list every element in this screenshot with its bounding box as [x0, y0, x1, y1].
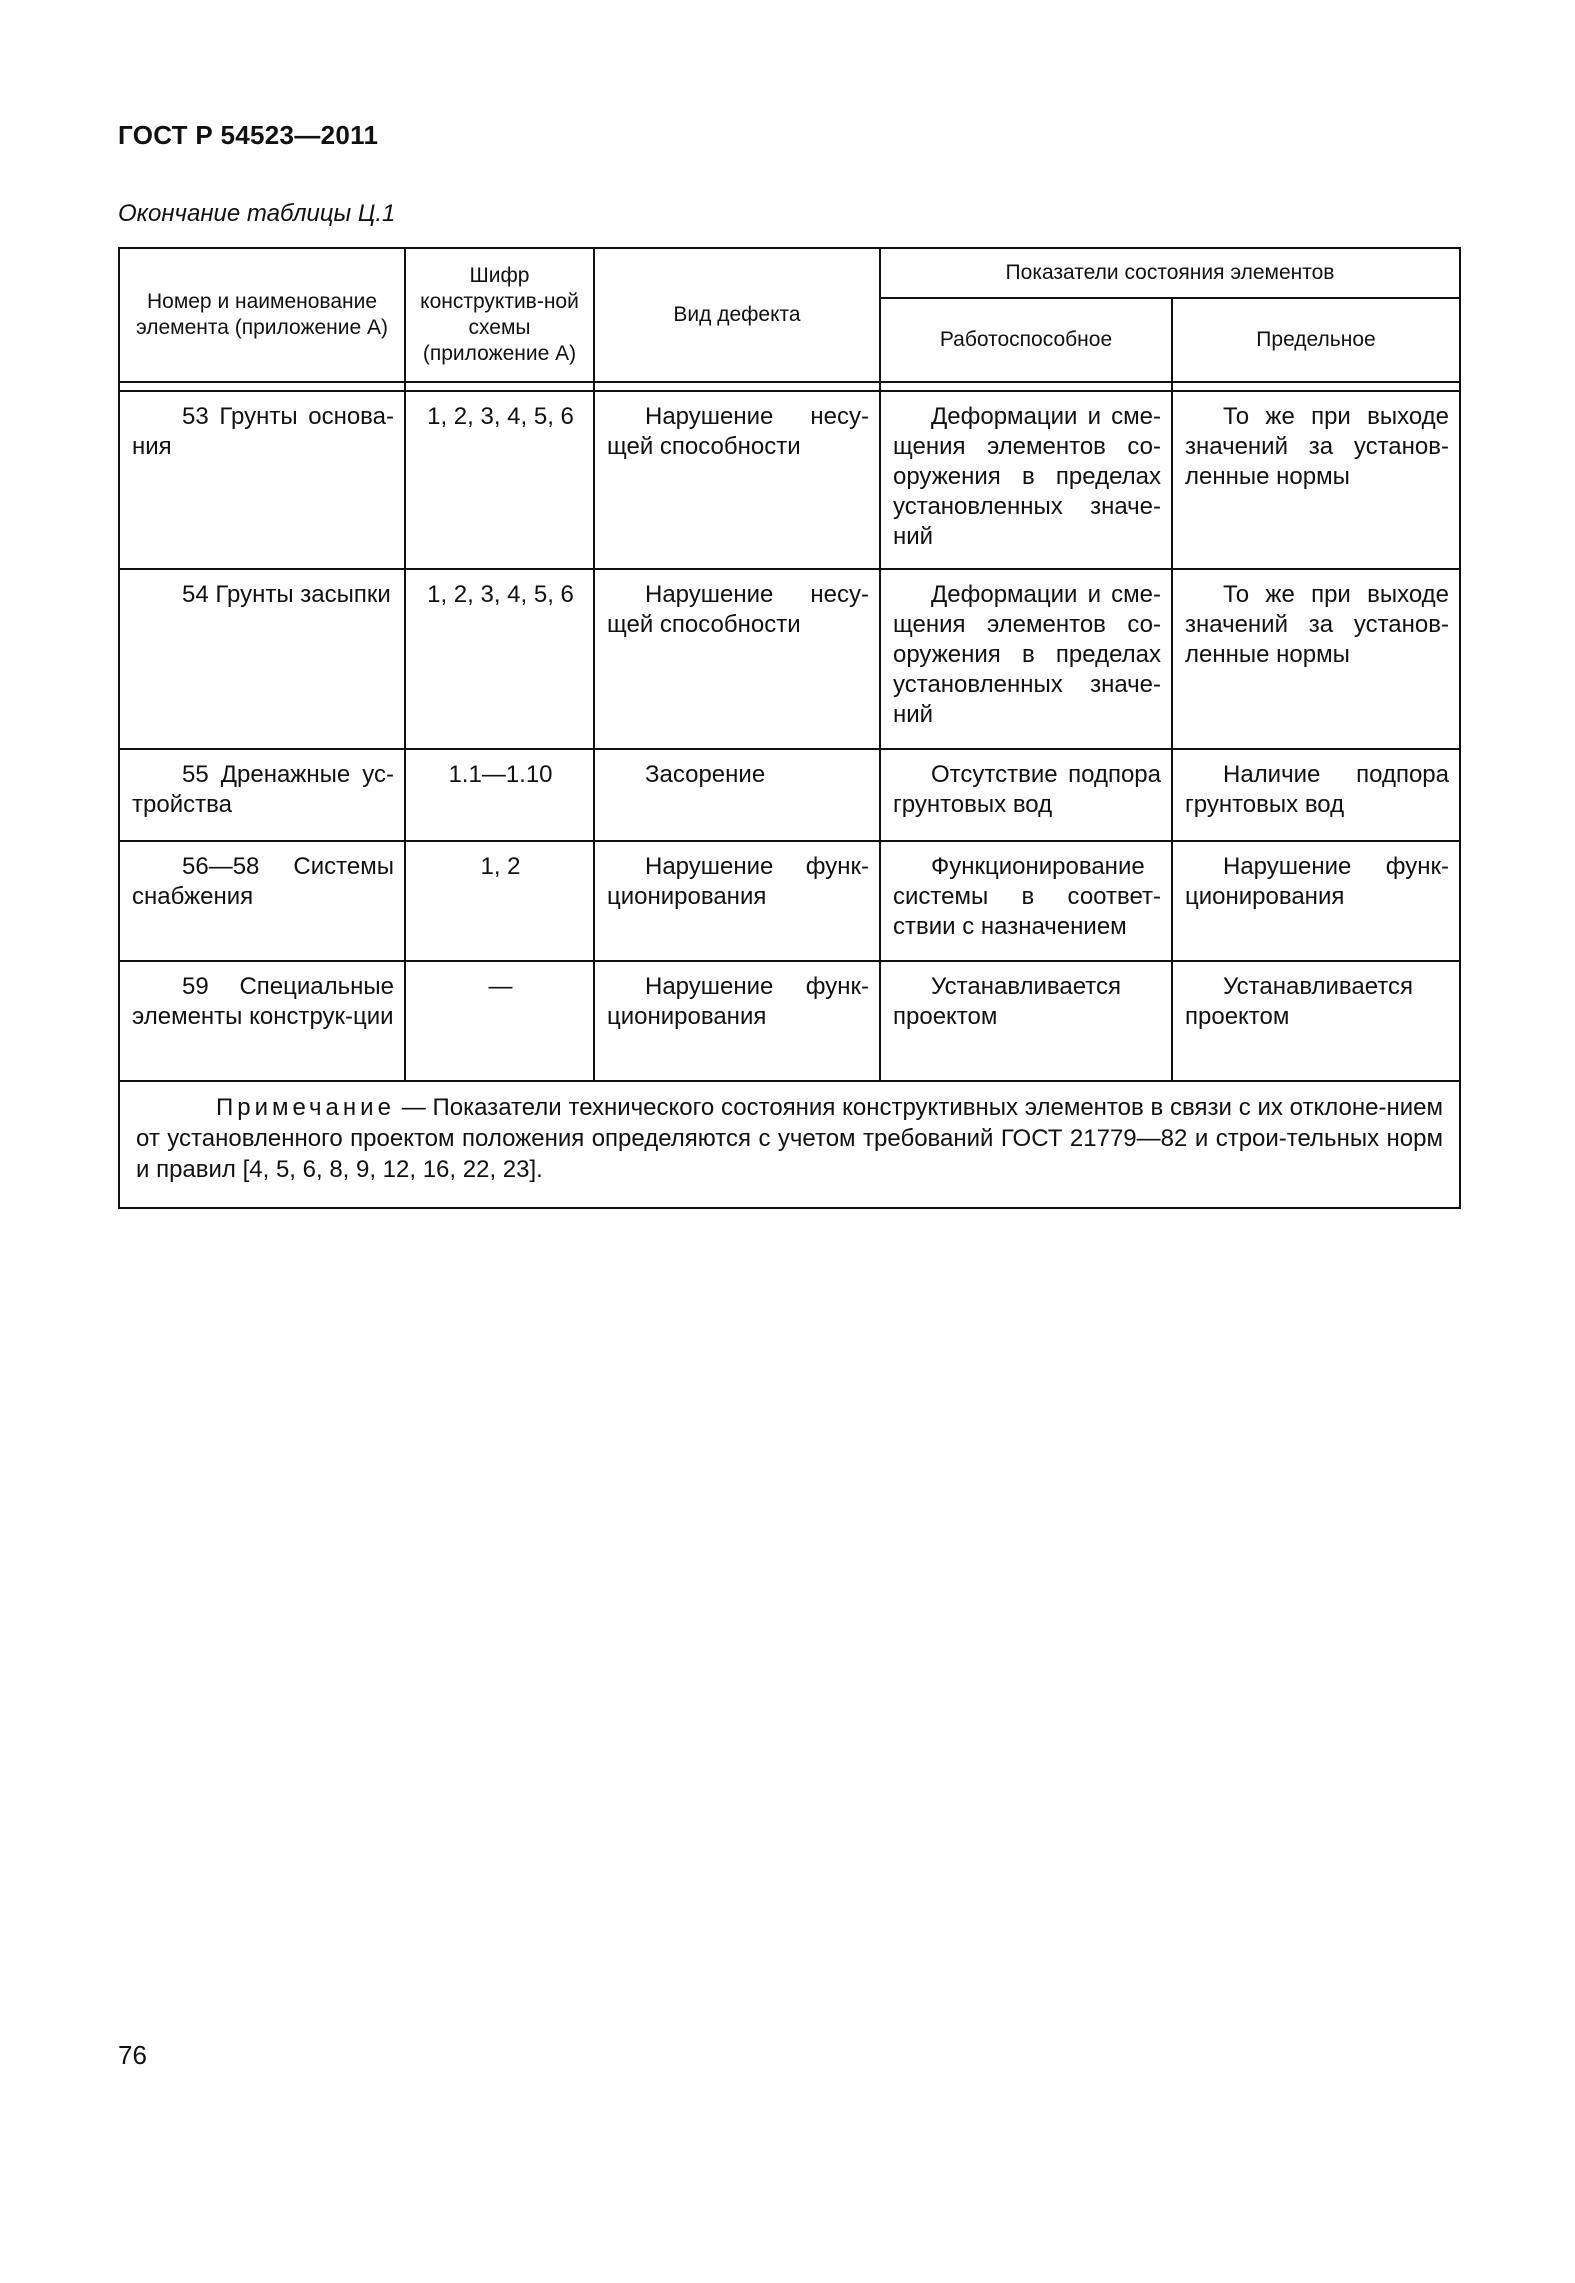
table-row: [119, 749, 1460, 841]
defect-cell: Нарушение функ-ционирования: [607, 853, 869, 910]
header-operable: Работоспособное: [880, 298, 1172, 382]
defect-cell: Нарушение несу-щей способности: [607, 581, 869, 638]
header-defect: Вид дефекта: [594, 248, 880, 382]
cipher-cell: 1, 2, 3, 4, 5, 6: [427, 403, 574, 430]
limit-cell: То же при выходе значений за установ-ленные нормы: [1185, 403, 1449, 490]
document-header: ГОСТ Р 54523—2011: [118, 120, 379, 150]
table-row: [119, 841, 1460, 961]
operable-cell: Деформации и сме-щения элементов со-оружения в пределах установленных значе-ний: [893, 581, 1161, 728]
operable-cell: Функционирование системы в соответ-ствии с назначением: [893, 853, 1161, 940]
table-row: [119, 961, 1460, 1081]
element-cell: 55 Дренажные ус-тройства: [132, 761, 394, 818]
limit-cell: Наличие подпора грунтовых вод: [1185, 761, 1449, 818]
limit-cell: То же при выходе значений за установ-ленные нормы: [1185, 581, 1449, 668]
defect-cell: Нарушение несу-щей способности: [607, 403, 869, 460]
operable-cell: Отсутствие подпора грунтовых вод: [893, 761, 1161, 818]
cipher-cell: 1, 2, 3, 4, 5, 6: [427, 581, 574, 608]
element-cell: 59 Специальные элементы конструк-ции: [132, 973, 394, 1030]
defect-cell: Засорение: [645, 761, 766, 788]
operable-cell: Устанавливается проектом: [893, 973, 1122, 1030]
element-cell: 56—58 Системы снабжения: [132, 853, 394, 910]
table-note-row: [119, 1081, 1460, 1208]
element-cell: 53 Грунты основа-ния: [132, 403, 394, 460]
header-element: Номер и наименование элемента (приложение А): [119, 248, 405, 382]
header-cipher: Шифр конструктив-ной схемы (приложение А): [405, 248, 594, 382]
operable-cell: Деформации и сме-щения элементов со-оружения в пределах установленных значе-ний: [893, 403, 1161, 550]
header-indicators: Показатели состояния элементов: [880, 248, 1460, 298]
cipher-cell: 1, 2: [480, 853, 521, 880]
defects-table: [118, 247, 1461, 1209]
header-limit: Предельное: [1172, 298, 1460, 382]
note-text: — Показатели технического состояния конструктивных элементов в связи с их отклоне-нием от установленного проектом положения определяются с учетом требований ГОСТ 21779—82 и строи-тельных норм и правил [4, 5, 6, 8, 9, 12, 16, 22, 23].: [136, 1094, 1443, 1183]
table-row: [119, 391, 1460, 569]
element-cell: 54 Грунты засыпки: [182, 581, 391, 608]
limit-cell: Нарушение функ-ционирования: [1185, 853, 1449, 910]
page-number: 76: [118, 2040, 147, 2070]
table-note: [120, 1082, 1459, 1207]
cipher-cell: 1.1—1.10: [448, 761, 553, 788]
limit-cell: Устанавливается проектом: [1185, 973, 1414, 1030]
table-row: [119, 569, 1460, 749]
cipher-cell: —: [488, 973, 513, 1000]
table-caption: Окончание таблицы Ц.1: [118, 200, 396, 227]
defect-cell: Нарушение функ-ционирования: [607, 973, 869, 1030]
header-separator: [119, 382, 1460, 391]
note-label: Примечание: [216, 1094, 395, 1121]
